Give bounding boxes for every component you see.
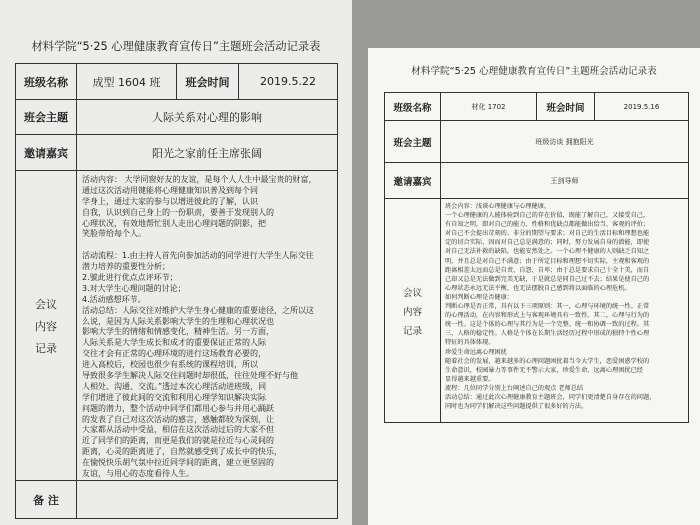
content-line: 人相处、沟通、交流。”透过本次心理活动进班级，同 [82, 381, 267, 391]
content-line: 人际关系是大学生成长和成才的重要保证正常的人际 [82, 338, 266, 348]
content-line: 流程：几位同学分别上台阐述自己的观点 老师总结 [445, 384, 584, 392]
content-line: 么说，是因为人际关系影响大学生的生理和心理状况也 [82, 316, 274, 326]
content-line: 问题的潜力，整个活动中同学们都用心参与并用心踊跃 [82, 403, 274, 413]
right-content-lines [441, 199, 688, 411]
content-line: 潜力培养的重要性分析； [82, 262, 170, 272]
left-document-title: 材料学院“5·25 心理健康教育宣传日”主题班会活动记录表 [31, 40, 321, 53]
content-line: 3.对大学生心理问题的讨论； [82, 283, 186, 293]
content-line: 的发表了自己对这次活动的感言，感触都较为深刻，让 [82, 414, 274, 424]
right-class-value: 材化 1702 [441, 93, 537, 121]
content-line: 大家都从活动中受益，相信在这次活动过后的大家不但 [82, 425, 274, 435]
content-line: 活动总结：通过此次心理健康教育主题班会，同学们更清楚自身存在的问题， [445, 393, 656, 401]
content-line: 己却又总是无法做到完美无缺，于是就总是同自己过不去；结果是使自己的 [445, 275, 650, 283]
content-line: 2.號此进行优点点评环节； [82, 273, 178, 283]
right-record-label-cell [385, 199, 441, 423]
content-line: 班会内容：浅谈心理健康与心理健康。 [445, 203, 551, 210]
left-content-lines [77, 171, 337, 480]
content-line: 如何判断心理是否健康： [445, 293, 514, 301]
left-content-cell [77, 171, 338, 481]
left-record-table [15, 63, 338, 519]
right-content-cell [441, 199, 689, 423]
left-topic-label: 班会主题 [16, 100, 77, 135]
content-line: 导致很多学生解决人际交往问题时却很低，往往处理不好与他 [82, 371, 298, 381]
left-record-label: 会议 内容 记录 [35, 297, 57, 355]
content-line: 距离相差太远而总是自责、自怨、自卑；由于总是要求自己十全十美，而自 [445, 266, 650, 274]
content-line: 学们增进了彼此间的交流和利用心理学知识解决实际 [82, 392, 266, 402]
right-document-sheet [368, 48, 700, 525]
content-line: 定的切合实际，因而对自己总是满意的；同时，努力发展自身的潜能，即使 [445, 239, 650, 247]
right-record-label: 会议 内容 记录 [402, 287, 422, 337]
content-line: 的心理活动，在内容和形式上与客观环境具有一致性。其二，心理与行为的 [445, 312, 650, 320]
content-line: 心理状况，有效地帮忙别人走出心理问题的阴影，把 [82, 218, 266, 228]
left-guest-label: 邀请嘉宾 [16, 135, 77, 171]
content-line: 特征的具体体现。 [445, 339, 495, 347]
content-line: 活动内容： 大学同窗好友的友谊，是每个人人生中最宝贵的财富， [82, 175, 317, 184]
left-class-label: 班级名称 [16, 64, 77, 100]
content-line: 生命意识，校园暴力等事件无不警示大家，珍爱生命，远离心理困扰已经 [445, 366, 643, 374]
left-guest-value: 阳光之家前任主席张阔 [77, 135, 338, 171]
content-line: 近了同学们的距离，而更是我们的就是拉近与心灵间的 [82, 436, 274, 446]
left-time-value: 2019.5.22 [239, 64, 338, 100]
right-guest-label: 邀请嘉宾 [385, 163, 441, 199]
content-line: 4.活动感想环节。 [82, 294, 146, 304]
content-line: 显得越来越重要。 [445, 375, 495, 383]
content-line: 同时也为同学们解决这些问题提供了很多好的方法。 [445, 403, 588, 411]
content-line: 判断心理是否正常，具有以下三项原则：其一，心理与环境的统一性。正常 [445, 303, 650, 311]
content-line: 一个心理健康的人能体验到自己的存在价值，既能了解自己，又接受自己， [445, 212, 650, 220]
right-document-title: 材料学院“5·25 心理健康教育宣传日”主题班会活动记录表 [411, 66, 657, 77]
content-line: 自我，认识到自己身上的一份职责，要善于发现别人的 [82, 207, 274, 217]
content-line: 学身上，通过大家的参与以增进彼此的了解，认识 [82, 196, 258, 206]
left-class-value: 成型 1604 班 [77, 64, 177, 100]
right-guest-value: 王剑导师 [441, 163, 689, 199]
content-line: 在愉悦快乐胡气氛中拉近同学间的距离，建立更坚固的 [82, 458, 274, 468]
right-record-table [384, 92, 689, 423]
content-line: 珍爱生命远离心理困扰 [445, 348, 507, 356]
right-topic-value: 班级访谈 拥抱阳光 [441, 121, 689, 163]
right-class-label: 班级名称 [385, 93, 441, 121]
left-remark-label: 备 注 [16, 481, 77, 519]
content-line [82, 240, 334, 251]
content-line: 进入高校后，校园也很少有系统的课程培训，所以 [82, 360, 258, 370]
content-line: 明，并且总是对自己不满意；由于所定目标和理想不切实际，主观和客观的 [445, 257, 650, 265]
left-time-label: 班会时间 [177, 64, 239, 100]
content-line: 距离，心灵的距离进了，自然就感受到了成长中的快乐， [82, 447, 282, 457]
content-line: 活动总结：人际交往对维护大学生身心健康的重要途径，之所以这 [82, 305, 314, 315]
content-line: 心理状态永远无法平衡，也无法摆脱自己感到将以面临的心理危机。 [445, 284, 631, 292]
content-line: 三，人格的稳定性。人格是个体在长期生活经历过程中形成的独特个性心理 [445, 330, 650, 338]
content-line: 有自知之明，即对自己的能力、性格和优缺点都能做出恰当、客观的评价； [445, 221, 650, 229]
left-remark-value [77, 481, 338, 519]
content-line: 影响大学生的情绪和情感变化，精神生活。另一方面， [82, 327, 274, 337]
content-line: 对自己无法补救的缺陷，也能安然处之。一个心理不健康的人则缺乏自知之 [445, 248, 650, 256]
right-topic-label: 班会主题 [385, 121, 441, 163]
right-time-label: 班会时间 [537, 93, 595, 121]
content-line: 对自己不会提出苛刻的、非分的期望与要求；对自己的生活目标和理想也能 [445, 230, 650, 238]
content-line: 活动流程：1.由主持人首先向参加活动的同学进行大学生人际交往 [82, 251, 314, 261]
content-line: 友谊，与用心的态度看待人生。 [82, 469, 194, 479]
right-time-value: 2019.5.16 [595, 93, 689, 121]
content-line: 交往才会有正常的心理环境的进行这场教育必要的， [82, 349, 266, 359]
content-line: 笑脸带给每个人。 [82, 229, 146, 239]
content-line: 随着社会的发展，越来越多的心理问题困扰着当今大学生，恋爱困惑学校的 [445, 357, 650, 365]
left-topic-value: 人际关系对心理的影响 [77, 100, 338, 135]
content-line: 通过这次活动用键能将心理健康知识普及到每个同 [82, 185, 258, 195]
content-line: 统一性。这是个体的心理与其行为是一个完整、统一和协调一致的过程。其 [445, 321, 650, 329]
left-record-label-cell [16, 171, 77, 481]
